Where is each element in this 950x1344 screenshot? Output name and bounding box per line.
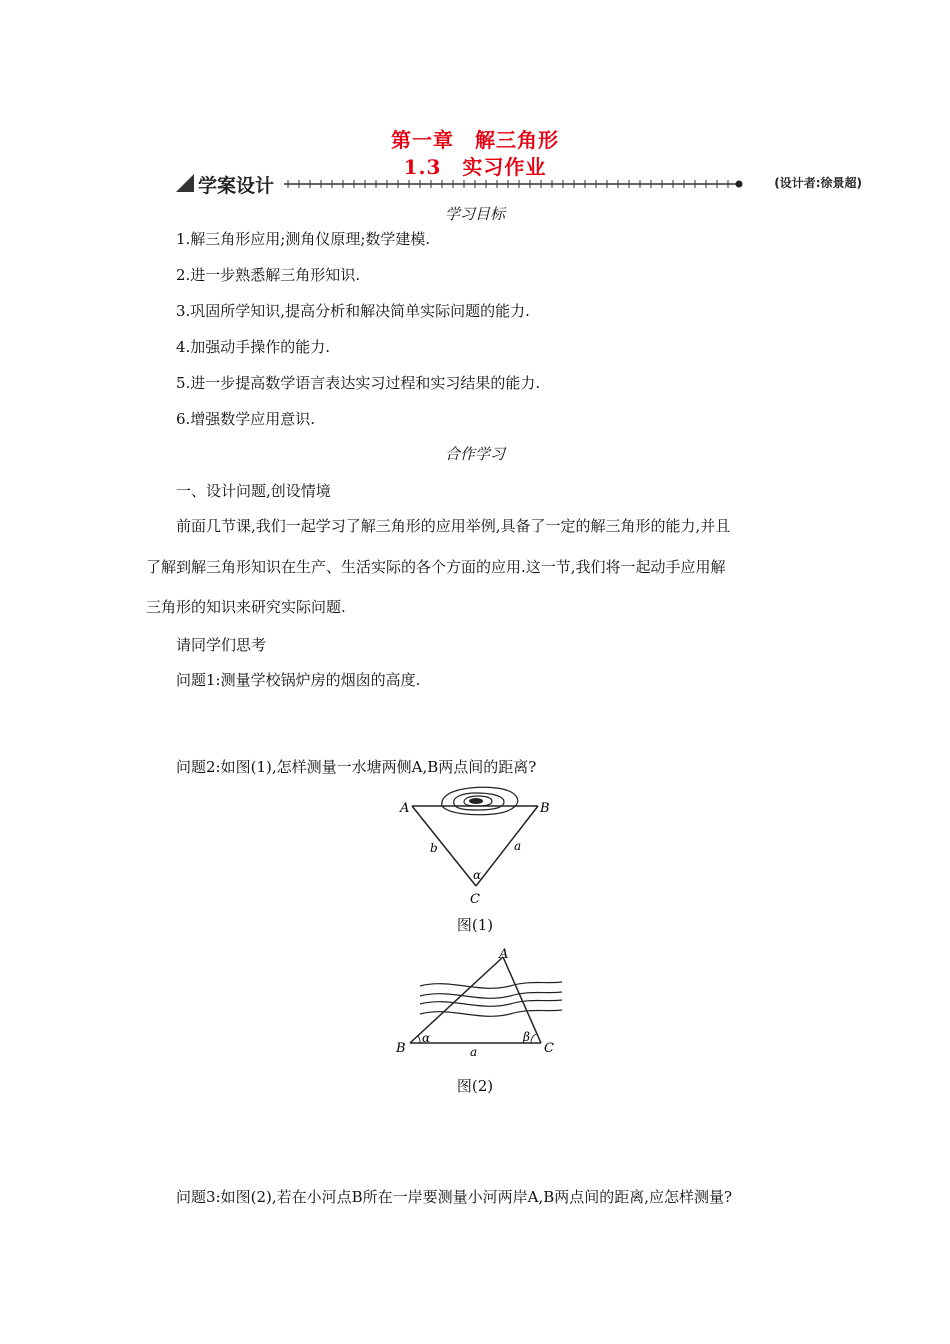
question-1: 问题1:测量学校锅炉房的烟囱的高度. bbox=[176, 671, 421, 689]
river-line-2 bbox=[420, 992, 562, 998]
banner-triangle-icon bbox=[176, 174, 194, 192]
label-angle-beta: β bbox=[523, 1030, 530, 1044]
label-a-point: A bbox=[499, 947, 509, 962]
segment-ac bbox=[412, 806, 476, 886]
label-b-point: B bbox=[540, 801, 550, 816]
banner-label: 学案设计 bbox=[198, 175, 275, 197]
intro-line: 前面几节课,我们一起学习了解三角形的应用举例,具备了一定的解三角形的能力,并且 bbox=[176, 517, 731, 535]
label-angle-alpha: α bbox=[422, 1031, 431, 1045]
angle-beta-arc bbox=[531, 1034, 536, 1043]
figure-1-diagram bbox=[390, 782, 560, 910]
question-3: 问题3:如图(2),若在小河点B所在一岸要测量小河两岸A,B两点间的距离,应怎样测量? bbox=[176, 1188, 733, 1206]
objective-item: 1.解三角形应用;测角仪原理;数学建模. bbox=[176, 230, 431, 248]
river-line-3 bbox=[420, 1000, 562, 1006]
banner-ruler-line bbox=[284, 172, 744, 196]
section-title: 1.3 实习作业 bbox=[403, 155, 547, 179]
label-c-point: C bbox=[544, 1041, 554, 1056]
objectives-heading: 学习目标 bbox=[444, 205, 505, 223]
label-a-point: A bbox=[400, 801, 410, 816]
figure-2-diagram bbox=[390, 944, 562, 1058]
objective-item: 6.增强数学应用意识. bbox=[176, 410, 316, 428]
river-line-1 bbox=[420, 982, 562, 988]
intro-line: 三角形的知识来研究实际问题. bbox=[146, 598, 346, 616]
figure-1-caption: 图(1) bbox=[456, 916, 494, 934]
cooperative-heading: 合作学习 bbox=[444, 445, 505, 463]
angle-alpha-arc bbox=[418, 1036, 420, 1043]
chapter-title: 第一章 解三角形 bbox=[391, 128, 559, 152]
label-b-point: B bbox=[396, 1041, 406, 1056]
segment-bc bbox=[476, 806, 538, 886]
label-side-a: a bbox=[514, 839, 522, 853]
objective-item: 2.进一步熟悉解三角形知识. bbox=[176, 266, 361, 284]
objective-item: 4.加强动手操作的能力. bbox=[176, 338, 331, 356]
pond-center bbox=[469, 798, 483, 804]
objective-item: 5.进一步提高数学语言表达实习过程和实习结果的能力. bbox=[176, 374, 541, 392]
question-2: 问题2:如图(1),怎样测量一水塘两侧A,B两点间的距离? bbox=[176, 758, 537, 776]
label-c-point: C bbox=[470, 892, 480, 907]
label-side-b: b bbox=[430, 841, 438, 855]
designer-credit: (设计者:徐景超) bbox=[774, 176, 862, 190]
objective-item: 3.巩固所学知识,提高分析和解决简单实际问题的能力. bbox=[176, 302, 530, 320]
figure-2-caption: 图(2) bbox=[456, 1077, 494, 1095]
subheading: 一、设计问题,创设情境 bbox=[176, 482, 331, 500]
label-side-a: a bbox=[470, 1045, 478, 1058]
design-banner bbox=[176, 172, 866, 196]
segment-ca bbox=[503, 957, 541, 1043]
intro-line: 了解到解三角形知识在生产、生活实际的各个方面的应用.这一节,我们将一起动手应用解 bbox=[146, 558, 726, 576]
prompt-text: 请同学们思考 bbox=[176, 636, 267, 654]
label-angle-alpha: α bbox=[473, 868, 482, 882]
